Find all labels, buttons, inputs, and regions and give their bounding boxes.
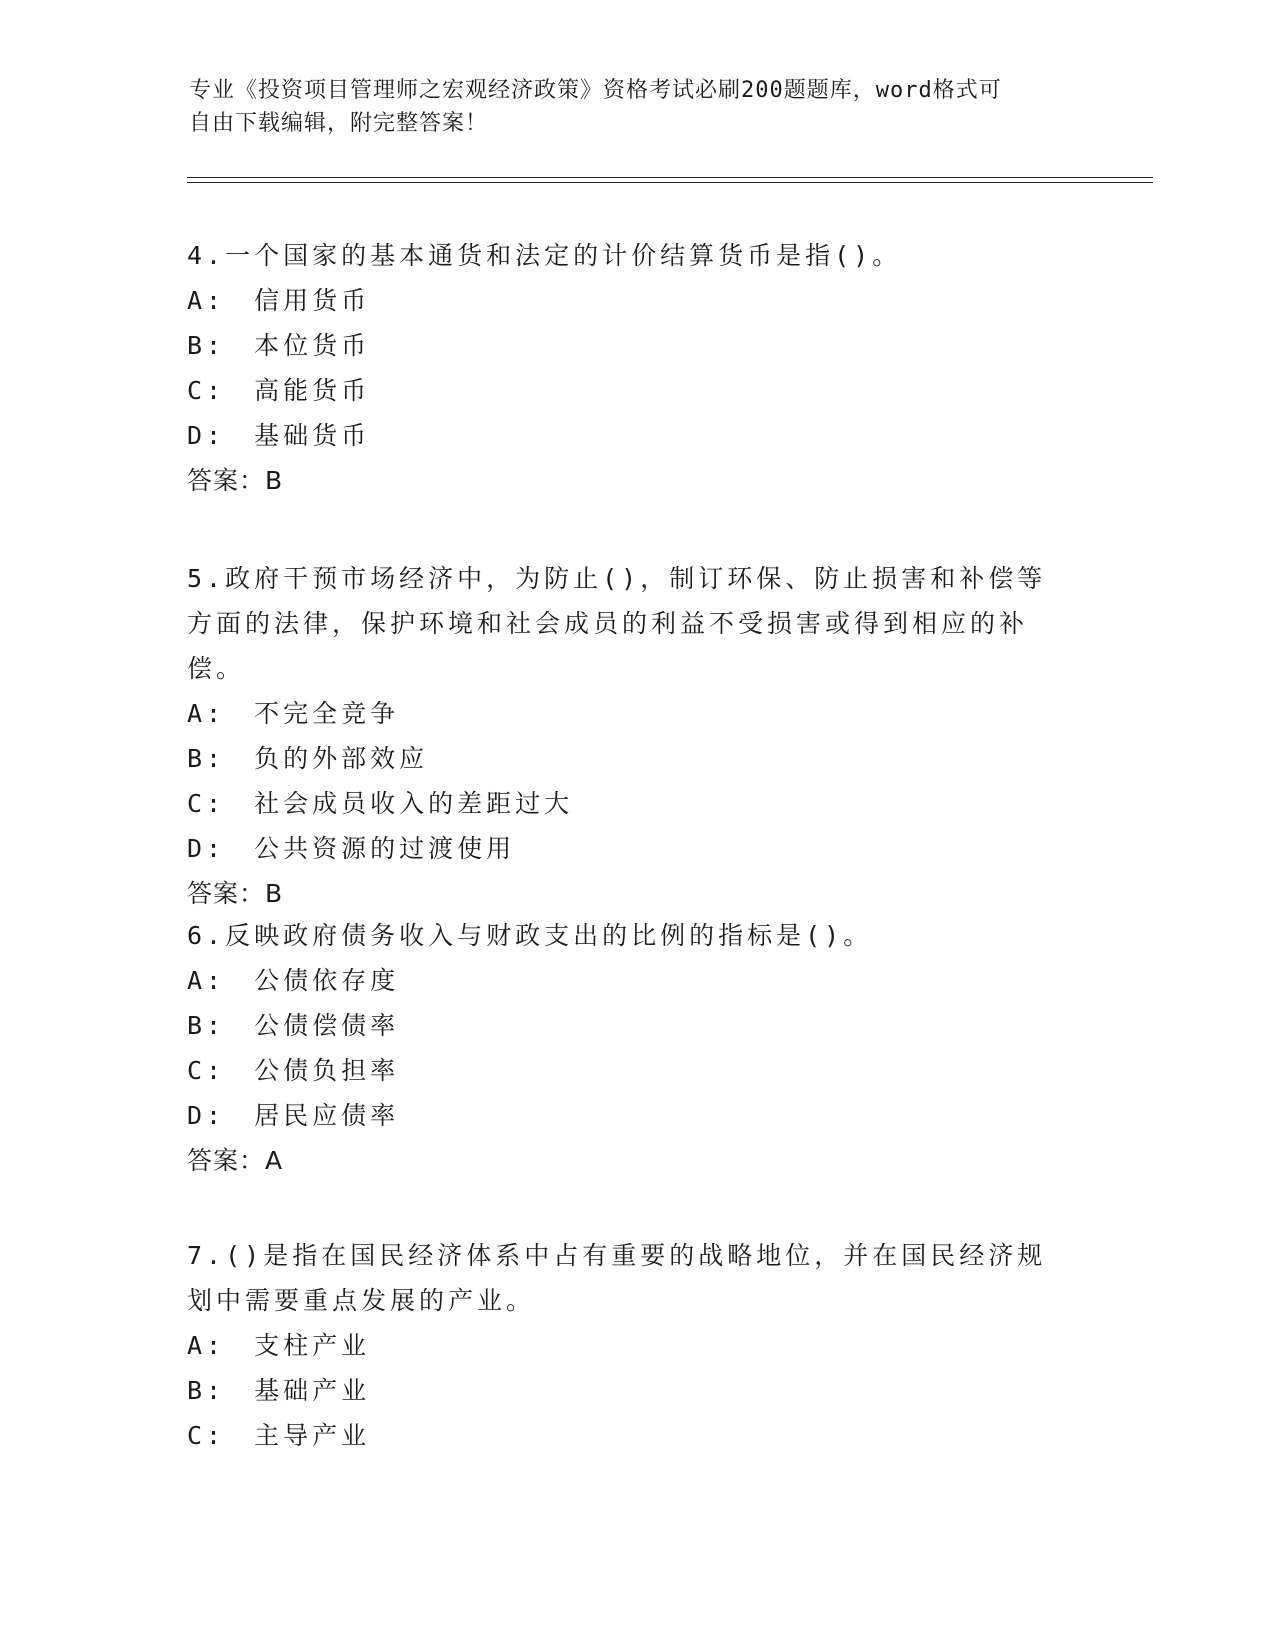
option-c: C: 高能货币 — [187, 376, 371, 405]
header-line-2: 自由下载编辑，附完整答案！ — [189, 111, 489, 136]
option-a: A: 不完全竞争 — [187, 699, 400, 728]
question-7 — [187, 1233, 1067, 1458]
option-b: B: 公债偿债率 — [187, 1011, 400, 1040]
header-divider-bottom — [187, 182, 1153, 183]
option-a: A: 信用货币 — [187, 286, 371, 315]
question-stem: 6.反映政府债务收入与财政支出的比例的指标是()。 — [187, 921, 873, 950]
question-4 — [187, 233, 1067, 503]
answer-line: 答案：A — [187, 1146, 284, 1175]
answer-line: 答案：B — [187, 466, 284, 495]
option-b: B: 本位货币 — [187, 331, 371, 360]
answer-line: 答案：B — [187, 879, 284, 908]
document-header — [189, 74, 1089, 140]
option-d: D: 居民应债率 — [187, 1101, 400, 1130]
option-a: A: 支柱产业 — [187, 1331, 371, 1360]
question-stem: 7.()是指在国民经济体系中占有重要的战略地位，并在国民经济规划中需要重点发展的产业。 — [187, 1241, 1047, 1315]
option-a: A: 公债依存度 — [187, 966, 400, 995]
option-c: C: 社会成员收入的差距过大 — [187, 789, 574, 818]
header-line-1: 专业《投资项目管理师之宏观经济政策》资格考试必刷200题题库，word格式可 — [189, 78, 1002, 103]
option-d: D: 公共资源的过渡使用 — [187, 834, 516, 863]
question-6 — [187, 913, 1067, 1183]
question-stem: 4.一个国家的基本通货和法定的计价结算货币是指()。 — [187, 241, 902, 270]
option-b: B: 负的外部效应 — [187, 744, 429, 773]
option-c: C: 主导产业 — [187, 1421, 371, 1450]
option-b: B: 基础产业 — [187, 1376, 371, 1405]
header-divider-top — [187, 177, 1153, 178]
question-5 — [187, 556, 1067, 916]
question-stem: 5.政府干预市场经济中，为防止()，制订环保、防止损害和补偿等方面的法律，保护环境和社会成员的利益不受损害或得到相应的补偿。 — [187, 564, 1047, 683]
option-c: C: 公债负担率 — [187, 1056, 400, 1085]
option-d: D: 基础货币 — [187, 421, 371, 450]
